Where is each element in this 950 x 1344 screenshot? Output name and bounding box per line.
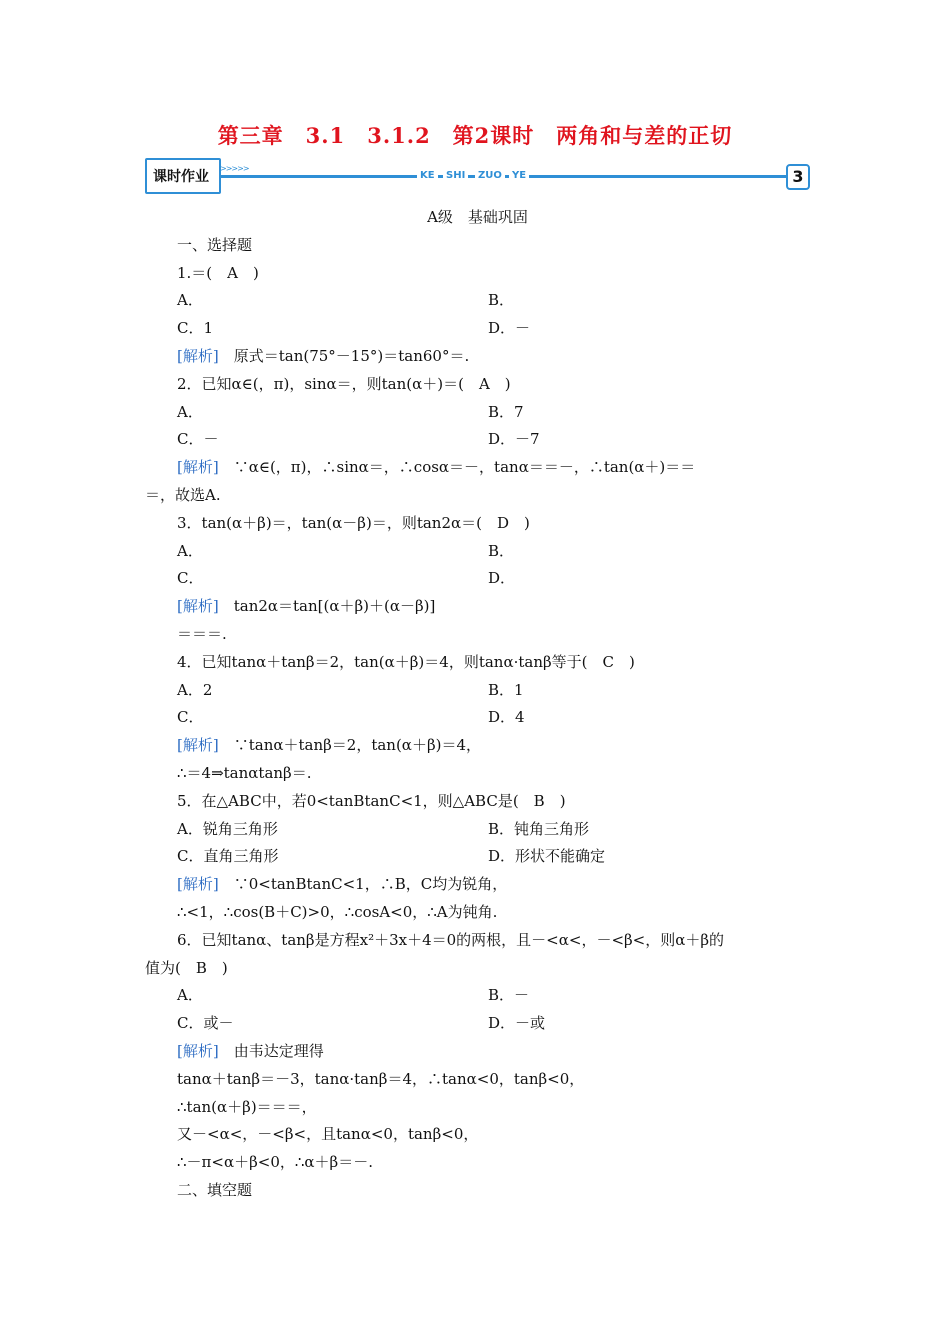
banner-arrows-icon: >>>>> bbox=[220, 164, 249, 173]
solution-text: 由韦达定理得 bbox=[218, 1041, 324, 1060]
banner-label-box bbox=[145, 158, 221, 194]
option-b: B．－ bbox=[488, 986, 530, 1005]
question-2-solution bbox=[145, 454, 810, 482]
solution-text: ∴＝4⇒tanαtanβ＝. bbox=[177, 763, 312, 782]
option-a: A． bbox=[177, 402, 203, 421]
option-b: B．7 bbox=[488, 402, 524, 421]
section-heading-choice: 一、选择题 bbox=[177, 235, 253, 254]
option-d: D． bbox=[488, 569, 516, 588]
question-1-options-row bbox=[145, 287, 810, 315]
banner-pinyin-zuo: ZUO bbox=[475, 170, 505, 181]
question-2-options-row bbox=[145, 399, 810, 427]
question-5-options-row bbox=[145, 816, 810, 844]
question-6-stem: 6．已知tanα、tanβ是方程x²＋3x＋4＝0的两根，且－<α<，－<β<，则α＋β的 bbox=[177, 930, 725, 949]
solution-text: tanα＋tanβ＝－3，tanα·tanβ＝4，∴tanα<0，tanβ<0， bbox=[177, 1069, 585, 1088]
question-5-options-row bbox=[145, 843, 810, 871]
question-5-stem: 5．在△ABC中，若0<tanBtanC<1，则△ABC是( B ) bbox=[177, 791, 566, 810]
option-a: A． bbox=[177, 541, 203, 560]
option-d: D．形状不能确定 bbox=[488, 847, 606, 866]
question-4-options-row bbox=[145, 704, 810, 732]
option-b: B．钝角三角形 bbox=[488, 819, 590, 838]
solution-text: tan2α＝tan[(α＋β)＋(α－β)] bbox=[218, 597, 436, 616]
option-a: A． bbox=[177, 986, 203, 1005]
option-c: C． bbox=[177, 708, 204, 727]
solution-text: ∴<1，∴cos(B＋C)>0，∴cosA<0，∴A为钝角. bbox=[177, 902, 498, 921]
solution-text: ＝，故选A. bbox=[145, 485, 221, 504]
option-c: C．1 bbox=[177, 319, 214, 338]
worksheet-content bbox=[145, 204, 810, 1205]
option-d: D．－ bbox=[488, 319, 531, 338]
question-5-solution bbox=[145, 871, 810, 899]
option-d: D．－或 bbox=[488, 1014, 546, 1033]
question-4-stem: 4．已知tanα＋tanβ＝2，tan(α＋β)＝4，则tanα·tanβ等于( C ) bbox=[177, 652, 635, 671]
banner-number-badge: 3 bbox=[786, 164, 810, 190]
option-b: B． bbox=[488, 291, 515, 310]
solution-text: 原式＝tan(75°－15°)＝tan60°＝. bbox=[218, 346, 470, 365]
question-4-solution bbox=[145, 732, 810, 760]
question-3-options-row bbox=[145, 538, 810, 566]
solution-text: 又－<α<，－<β<，且tanα<0，tanβ<0， bbox=[177, 1125, 479, 1144]
chapter-title: 第三章 3.1 3.1.2 第2课时 两角和与差的正切 bbox=[217, 123, 733, 148]
solution-tag: [解析] bbox=[177, 1041, 219, 1060]
option-c: C．直角三角形 bbox=[177, 847, 279, 866]
banner-label: 课时作业 bbox=[153, 169, 209, 185]
solution-text: ∵0<tanBtanC<1，∴B，C均为锐角， bbox=[218, 875, 508, 894]
solution-tag: [解析] bbox=[177, 875, 219, 894]
option-b: B．1 bbox=[488, 680, 524, 699]
option-c: C．－ bbox=[177, 430, 219, 449]
solution-text: ＝＝＝. bbox=[177, 624, 227, 643]
solution-tag: [解析] bbox=[177, 736, 219, 755]
level-heading: A级 基础巩固 bbox=[427, 208, 528, 226]
solution-tag: [解析] bbox=[177, 346, 219, 365]
question-1-stem: 1.＝( A ) bbox=[177, 263, 259, 282]
option-a: A．2 bbox=[177, 680, 213, 699]
question-3-stem: 3．tan(α＋β)＝，tan(α－β)＝，则tan2α＝( D ) bbox=[177, 513, 530, 532]
solution-text: ∵tanα＋tanβ＝2，tan(α＋β)＝4， bbox=[218, 736, 482, 755]
solution-text: ∴－π<α＋β<0，∴α＋β＝－. bbox=[177, 1153, 373, 1172]
homework-banner bbox=[145, 158, 810, 196]
banner-pinyin-ke: KE bbox=[417, 170, 438, 181]
solution-tag: [解析] bbox=[177, 597, 219, 616]
question-4-options-row bbox=[145, 677, 810, 705]
option-d: D．4 bbox=[488, 708, 525, 727]
question-6-options-row bbox=[145, 982, 810, 1010]
banner-pinyin-shi: SHI bbox=[443, 170, 468, 181]
question-2-options-row bbox=[145, 426, 810, 454]
question-6-stem-cont: 值为( B ) bbox=[145, 958, 228, 977]
question-1-options-row bbox=[145, 315, 810, 343]
option-a: A． bbox=[177, 291, 203, 310]
question-1-solution bbox=[145, 343, 810, 371]
question-3-options-row bbox=[145, 565, 810, 593]
option-d: D．－7 bbox=[488, 430, 540, 449]
question-2-stem: 2．已知α∈(，π)，sinα＝，则tan(α＋)＝( A ) bbox=[177, 374, 511, 393]
option-c: C． bbox=[177, 569, 204, 588]
solution-text: ∴tan(α＋β)＝＝＝， bbox=[177, 1097, 317, 1116]
solution-tag: [解析] bbox=[177, 458, 219, 477]
solution-text: ∵α∈(，π)，∴sinα＝，∴cosα＝－，tanα＝＝－，∴tan(α＋)＝＝ bbox=[218, 458, 696, 477]
banner-pinyin-ye: YE bbox=[509, 170, 529, 181]
question-6-options-row bbox=[145, 1010, 810, 1038]
option-c: C．或－ bbox=[177, 1014, 234, 1033]
option-a: A．锐角三角形 bbox=[177, 819, 278, 838]
section-heading-fill: 二、填空题 bbox=[177, 1180, 253, 1199]
option-b: B． bbox=[488, 541, 515, 560]
question-6-solution bbox=[145, 1038, 810, 1066]
question-3-solution bbox=[145, 593, 810, 621]
